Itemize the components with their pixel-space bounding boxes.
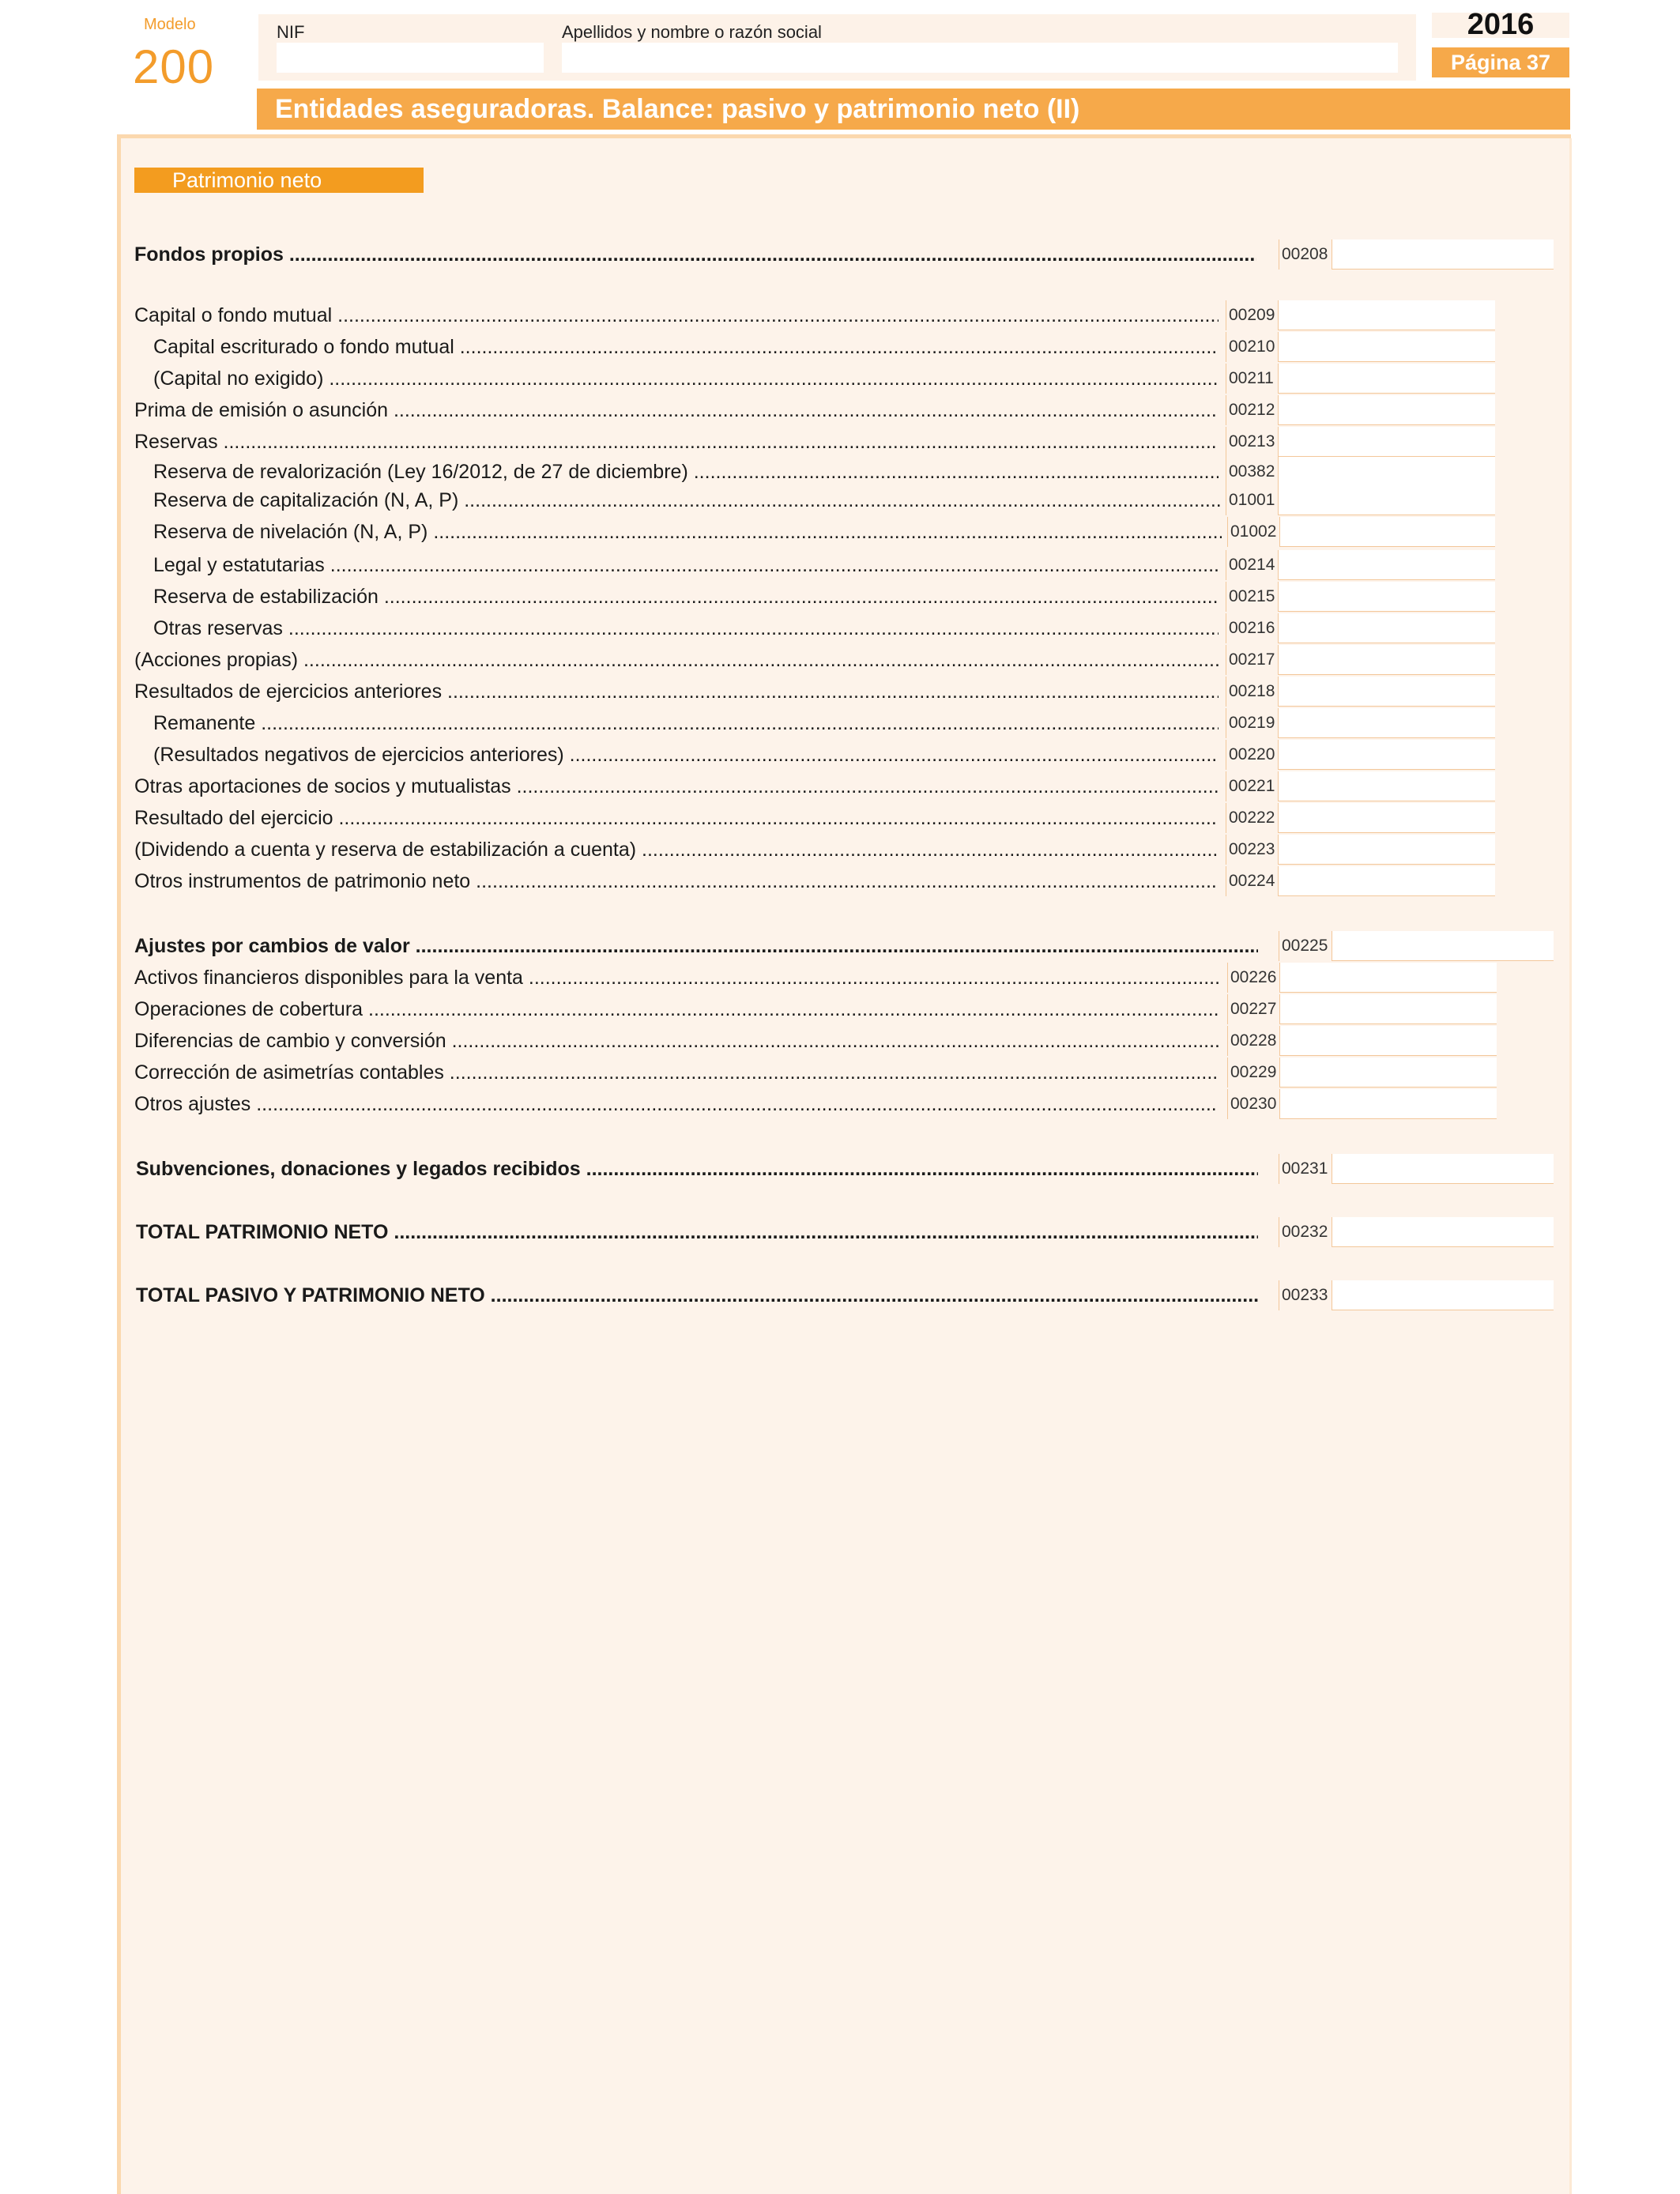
panel-right-border [1569,138,1572,2194]
amount-input[interactable] [1279,582,1495,612]
amount-input[interactable] [1279,708,1495,738]
amount-input[interactable] [1332,1217,1554,1247]
amount-input[interactable] [1279,645,1495,675]
box-code: 00229 [1227,1057,1280,1088]
amount-input[interactable] [1279,332,1495,362]
name-label: Apellidos y nombre o razón social [562,22,822,42]
box-code: 00225 [1279,931,1332,961]
row-label: Subvenciones, donaciones y legados recibidos ..... [136,1155,1258,1182]
row-label: (Acciones propias) ..... [134,647,1219,673]
name-field[interactable] [562,43,1398,73]
row-label: Ajustes por cambios de valor ..... [134,933,1258,959]
box-code: 01001 [1226,485,1279,515]
box-code: 01002 [1227,517,1280,547]
box-code: 00230 [1227,1089,1280,1119]
box-code: 00219 [1226,708,1279,738]
box-code: 00218 [1226,677,1279,707]
row-label: Operaciones de cobertura ..... [134,996,1219,1023]
row-label: (Resultados negativos de ejercicios anteriores) ..... [153,741,1219,768]
row-label: Remanente ..... [153,710,1219,737]
nif-field[interactable] [277,43,544,73]
amount-input[interactable] [1332,931,1554,961]
section-title: Patrimonio neto [134,168,424,193]
amount-input[interactable] [1280,1026,1497,1056]
amount-input[interactable] [1279,457,1495,487]
row-label: Otros ajustes ..... [134,1091,1219,1118]
box-code: 00216 [1226,613,1279,643]
panel-left-border [117,138,121,2194]
row-label: Reserva de capitalización (N, A, P) ..... [153,487,1220,514]
row-label: Legal y estatutarias ..... [153,552,1219,579]
row-label: Corrección de asimetrías contables ..... [134,1059,1219,1086]
row-label: Capital o fondo mutual ..... [134,302,1219,329]
row-label: Activos financieros disponibles para la venta ..... [134,964,1219,991]
row-label: Capital escriturado o fondo mutual ..... [153,334,1219,360]
box-code: 00217 [1226,645,1279,675]
page-title: Entidades aseguradoras. Balance: pasivo y patrimonio neto (II) [275,94,1080,124]
nif-label: NIF [277,22,305,42]
box-code: 00226 [1227,963,1280,993]
amount-input[interactable] [1279,550,1495,580]
amount-input[interactable] [1279,427,1495,457]
amount-input[interactable] [1279,364,1495,394]
box-code: 00213 [1226,427,1279,457]
amount-input[interactable] [1279,300,1495,330]
row-label: Resultado del ejercicio ..... [134,805,1219,831]
row-label: Reservas ..... [134,428,1219,455]
modelo-number: 200 [133,40,215,93]
row-label: Reserva de nivelación (N, A, P) ..... [153,518,1222,545]
row-label: Otras reservas ..... [153,615,1219,642]
amount-input[interactable] [1280,517,1495,547]
amount-input[interactable] [1279,677,1495,707]
row-label: Diferencias de cambio y conversión ..... [134,1027,1219,1054]
row-label: Reserva de revalorización (Ley 16/2012, de 27 de diciembre) ..... [153,458,1219,485]
box-code: 00233 [1279,1280,1332,1310]
box-code: 00215 [1226,582,1279,612]
amount-input[interactable] [1279,740,1495,770]
box-code: 00231 [1279,1154,1332,1184]
row-label: Otros instrumentos de patrimonio neto ..... [134,868,1219,895]
row-label: Otras aportaciones de socios y mutualistas ..... [134,773,1219,800]
amount-input[interactable] [1279,803,1495,833]
row-label: Resultados de ejercicios anteriores ..... [134,678,1219,705]
amount-input[interactable] [1280,1057,1497,1088]
box-code: 00210 [1226,332,1279,362]
box-code: 00228 [1227,1026,1280,1056]
box-code: 00221 [1226,771,1279,801]
box-code: 00382 [1226,457,1279,487]
row-label: TOTAL PASIVO Y PATRIMONIO NETO ..... [136,1282,1258,1309]
box-code: 00232 [1279,1217,1332,1247]
amount-input[interactable] [1280,963,1497,993]
modelo-label: Modelo [144,16,196,33]
amount-input[interactable] [1279,771,1495,801]
row-label: Reserva de estabilización ..... [153,583,1219,610]
box-code: 00212 [1226,395,1279,425]
amount-input[interactable] [1332,1154,1554,1184]
amount-input[interactable] [1332,1280,1554,1310]
year: 2016 [1467,8,1535,41]
box-code: 00220 [1226,740,1279,770]
amount-input[interactable] [1332,239,1554,270]
amount-input[interactable] [1280,994,1497,1024]
amount-input[interactable] [1279,835,1495,865]
row-label: Fondos propios ..... [134,241,1256,268]
amount-input[interactable] [1279,866,1495,896]
row-label: (Capital no exigido) ..... [153,365,1219,392]
box-code: 00222 [1226,803,1279,833]
box-code: 00214 [1226,550,1279,580]
page-number: Página 37 [1432,47,1569,77]
row-label: (Dividendo a cuenta y reserva de estabilización a cuenta) ..... [134,836,1219,863]
box-code: 00208 [1279,239,1332,270]
row-label: TOTAL PATRIMONIO NETO ..... [136,1219,1258,1246]
box-code: 00227 [1227,994,1280,1024]
box-code: 00209 [1226,300,1279,330]
box-code: 00224 [1226,866,1279,896]
amount-input[interactable] [1279,395,1495,425]
box-code: 00223 [1226,835,1279,865]
amount-input[interactable] [1279,485,1495,515]
box-code: 00211 [1226,364,1279,394]
row-label: Prima de emisión o asunción ..... [134,397,1219,424]
amount-input[interactable] [1279,613,1495,643]
amount-input[interactable] [1280,1089,1497,1119]
